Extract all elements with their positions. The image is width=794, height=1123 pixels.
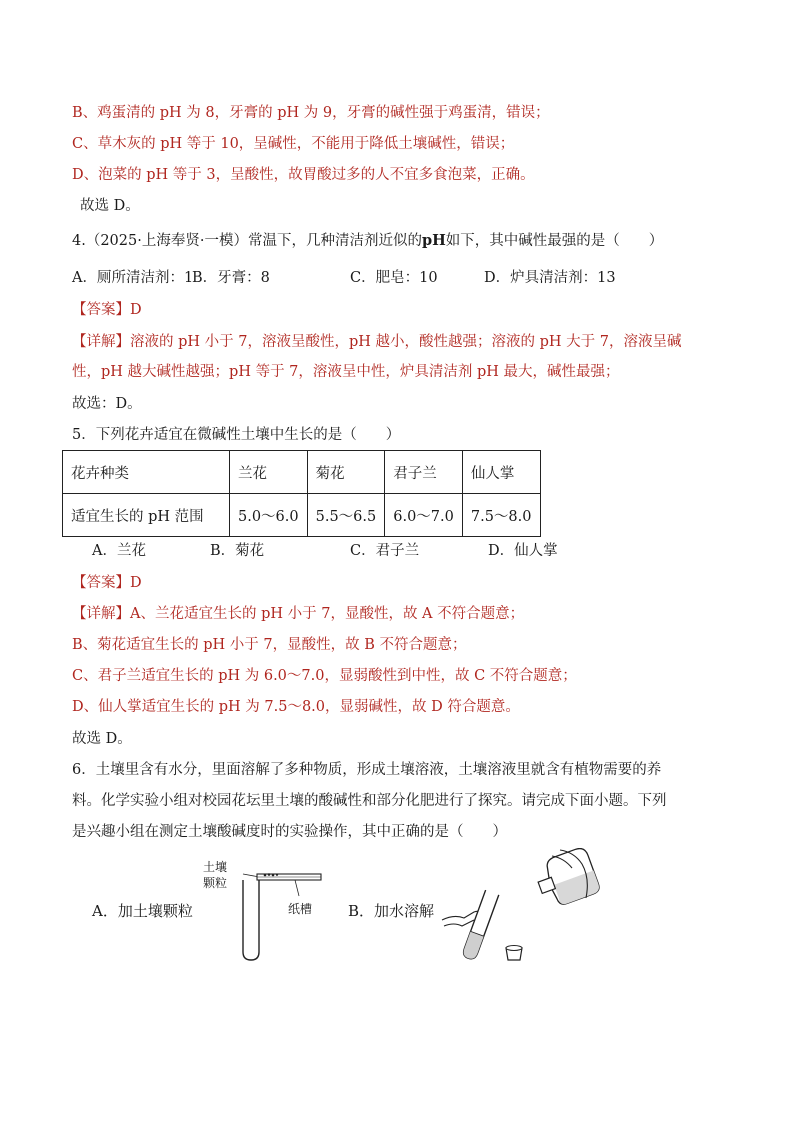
q5-answer-value: D: [130, 575, 142, 591]
fig-a-label-soil-2: 颗粒: [203, 876, 228, 890]
prev-conclusion: 故选 D。: [80, 198, 140, 214]
q4-answer-value: D: [130, 302, 142, 318]
table-cell: 5.0～6.0: [230, 494, 308, 537]
table-cell: 兰花: [230, 451, 308, 494]
q4-detail-text1: 溶液的 pH 小于 7，溶液呈酸性，pH 越小，酸性越强；溶液的 pH 大于 7，溶液呈碱: [130, 334, 682, 350]
q5-option-b: B．菊花: [210, 543, 265, 559]
q5-detail-c: C、君子兰适宜生长的 pH 为 6.0～7.0，显弱酸性到中性，故 C 不符合题意；: [72, 668, 577, 684]
q5-detail-a-text: A、兰花适宜生长的 pH 小于 7，显酸性，故 A 不符合题意；: [130, 606, 525, 622]
prev-explanation-d: D、泡菜的 pH 等于 3，呈酸性，故胃酸过多的人不宜多食泡菜，正确。: [72, 167, 535, 183]
q4-detail-line2: 性，pH 越大碱性越强；pH 等于 7，溶液呈中性，炉具清洁剂 pH 最大，碱性最强；: [72, 364, 620, 380]
q4-stem-tail: 如下，其中碱性最强的是（ ）: [445, 233, 664, 249]
q5-detail-label: 【详解】: [72, 606, 130, 622]
table-cell: 7.5～8.0: [462, 494, 540, 537]
test-tube-soil-icon: [225, 860, 335, 965]
q4-conclusion: 故选：D。: [72, 396, 142, 412]
q4-stem-ph: pH: [421, 232, 446, 249]
q5-detail-a: [72, 604, 524, 624]
q6-line3: 是兴趣小组在测定土壤酸碱度时的实验操作，其中正确的是（ ）: [72, 824, 507, 840]
q4-stem-text: 4.（2025·上海奉贤·一模）常温下，几种清洁剂近似的: [72, 233, 422, 249]
q4-option-d: D．炉具清洁剂：13: [484, 270, 616, 286]
table-cell: 菊花: [307, 451, 385, 494]
table-cell: 君子兰: [385, 451, 463, 494]
pour-water-test-tube-icon: [440, 848, 600, 970]
q5-stem: 5．下列花卉适宜在微碱性土壤中生长的是（ ）: [72, 427, 401, 443]
q5-option-c: C．君子兰: [350, 543, 420, 559]
q4-detail-line1: [72, 332, 682, 352]
q5-conclusion: 故选 D。: [72, 731, 132, 747]
q4-answer-label: 【答案】: [72, 302, 130, 318]
q4-option-b: B．牙膏：8: [192, 270, 270, 286]
table-cell: 5.5～6.5: [307, 494, 385, 537]
q4-options: [72, 268, 616, 288]
fig-a-label-paper: 纸槽: [288, 902, 313, 916]
q5-option-d: D．仙人掌: [488, 543, 558, 559]
q5-answer-label: 【答案】: [72, 575, 130, 591]
table-row: [63, 494, 541, 537]
table-cell: 6.0～7.0: [385, 494, 463, 537]
table-cell: 仙人掌: [462, 451, 540, 494]
q6-option-a: A．加土壤颗粒: [92, 902, 193, 920]
q5-option-a: A．兰花: [92, 543, 146, 559]
q4-stem: [72, 231, 663, 251]
q4-option-a: A．厕所清洁剂：1: [72, 270, 194, 286]
q6-line1: 6．土壤里含有水分，里面溶解了多种物质，形成土壤溶液，土壤溶液里就含有植物需要的养: [72, 762, 662, 778]
table-cell: 适宜生长的 pH 范围: [63, 494, 230, 537]
q5-options: [92, 541, 558, 561]
q5-detail-b: B、菊花适宜生长的 pH 小于 7，显酸性，故 B 不符合题意；: [72, 637, 467, 653]
table-cell: 花卉种类: [63, 451, 230, 494]
q4-answer: [72, 300, 142, 320]
q4-option-c: C．肥皂：10: [350, 270, 438, 286]
q6-line2: 料。化学实验小组对校园花坛里土壤的酸碱性和部分化肥进行了探究。请完成下面小题。下列: [72, 793, 667, 809]
prev-explanation-b: B、鸡蛋清的 pH 为 8，牙膏的 pH 为 9，牙膏的碱性强于鸡蛋清，错误；: [72, 105, 550, 121]
fig-a-label-soil-1: 土壤: [203, 860, 228, 874]
q5-answer: [72, 573, 142, 593]
table-header-row: [63, 451, 541, 494]
q6-option-b: B．加水溶解: [348, 902, 435, 920]
q4-detail-label: 【详解】: [72, 334, 130, 350]
prev-explanation-c: C、草木灰的 pH 等于 10，呈碱性，不能用于降低土壤碱性，错误；: [72, 136, 515, 152]
ph-range-table: [62, 450, 541, 537]
q5-detail-d: D、仙人掌适宜生长的 pH 为 7.5～8.0，显弱碱性，故 D 符合题意。: [72, 699, 520, 715]
